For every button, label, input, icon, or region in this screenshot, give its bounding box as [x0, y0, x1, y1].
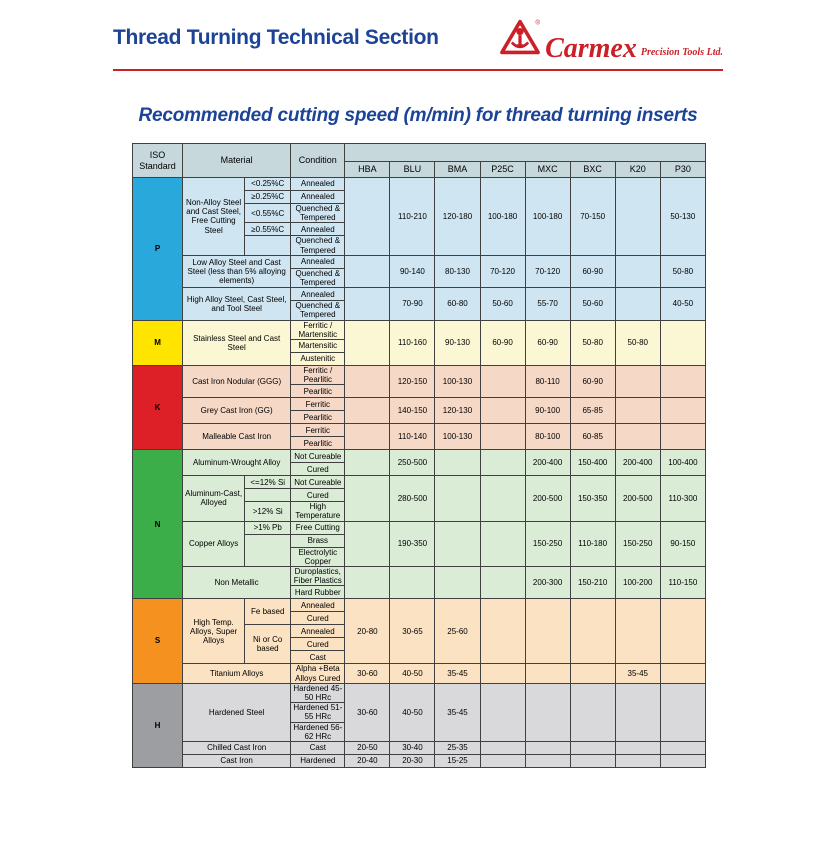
condition-cell: Not Cureable	[291, 476, 345, 489]
sub-material-cell: >12% Si	[245, 502, 291, 521]
condition-cell: Martensitic	[291, 339, 345, 352]
value-cell-bxc: 60-85	[570, 424, 615, 450]
value-cell-k20: 200-400	[615, 450, 660, 476]
value-cell-p30: 90-150	[660, 521, 705, 566]
value-cell-hba: 30-60	[345, 664, 390, 683]
value-cell-p25c: 100-180	[480, 178, 525, 256]
value-cell-bma: 120-130	[435, 398, 480, 424]
value-cell-p30	[660, 664, 705, 683]
value-cell-bma: 35-45	[435, 683, 480, 741]
value-cell-bxc	[570, 741, 615, 754]
value-cell-p30: 50-80	[660, 255, 705, 287]
material-cell: Titanium Alloys	[183, 664, 291, 683]
grade-header-p30: P30	[660, 162, 705, 178]
value-cell-p25c: 50-60	[480, 288, 525, 320]
material-cell: Hardened Steel	[183, 683, 291, 741]
condition-cell: Quenched & Tempered	[291, 236, 345, 255]
grade-header-p25c: P25C	[480, 162, 525, 178]
value-cell-hba	[345, 320, 390, 365]
value-cell-p25c	[480, 424, 525, 450]
condition-cell: Cured	[291, 612, 345, 625]
condition-cell: Cast	[291, 741, 345, 754]
material-cell: High Temp. Alloys, Super Alloys	[183, 599, 245, 664]
value-cell-p25c	[480, 664, 525, 683]
value-cell-bma	[435, 521, 480, 566]
condition-cell: Hardened	[291, 754, 345, 767]
grades-band-header	[345, 144, 706, 162]
value-cell-k20	[615, 424, 660, 450]
value-cell-bxc: 50-80	[570, 320, 615, 365]
grade-header-blu: BLU	[390, 162, 435, 178]
value-cell-k20	[615, 599, 660, 664]
grade-header-k20: K20	[615, 162, 660, 178]
condition-cell: Brass	[291, 534, 345, 547]
value-cell-hba	[345, 567, 390, 599]
value-cell-blu: 40-50	[390, 683, 435, 741]
value-cell-p25c: 60-90	[480, 320, 525, 365]
value-cell-p30	[660, 365, 705, 397]
registered-mark: ®	[535, 19, 541, 27]
value-cell-mxc: 55-70	[525, 288, 570, 320]
condition-cell: Electrolytic Copper	[291, 547, 345, 566]
value-cell-bxc	[570, 754, 615, 767]
condition-header: Condition	[291, 144, 345, 178]
value-cell-p25c	[480, 450, 525, 476]
value-cell-p30: 110-150	[660, 567, 705, 599]
brand-suffix: Precision Tools Ltd.	[640, 47, 723, 58]
sub-material-cell: <0.55%C	[245, 204, 291, 223]
page-title: Thread Turning Technical Section	[113, 26, 439, 49]
material-cell: Grey Cast Iron (GG)	[183, 398, 291, 424]
material-cell: Copper Alloys	[183, 521, 245, 566]
material-header: Material	[183, 144, 291, 178]
material-cell: Cast Iron Nodular (GGG)	[183, 365, 291, 397]
value-cell-bxc: 70-150	[570, 178, 615, 256]
condition-cell: Ferritic / Martensitic	[291, 320, 345, 339]
grade-header-mxc: MXC	[525, 162, 570, 178]
value-cell-blu	[390, 567, 435, 599]
sub-material-cell	[245, 236, 291, 255]
value-cell-bxc	[570, 599, 615, 664]
table-title: Recommended cutting speed (m/min) for thread turning inserts	[138, 105, 698, 126]
condition-cell: Ferritic	[291, 398, 345, 411]
value-cell-p30	[660, 424, 705, 450]
value-cell-p25c	[480, 398, 525, 424]
value-cell-hba	[345, 365, 390, 397]
value-cell-bma: 80-130	[435, 255, 480, 287]
material-cell: Aluminum-Cast, Alloyed	[183, 476, 245, 521]
value-cell-blu: 90-140	[390, 255, 435, 287]
value-cell-k20: 100-200	[615, 567, 660, 599]
value-cell-p25c	[480, 741, 525, 754]
page-header	[113, 18, 723, 71]
value-cell-k20: 150-250	[615, 521, 660, 566]
value-cell-k20	[615, 288, 660, 320]
table-header	[133, 144, 706, 178]
value-cell-mxc: 60-90	[525, 320, 570, 365]
value-cell-hba	[345, 476, 390, 521]
condition-cell: Quenched & Tempered	[291, 301, 345, 320]
condition-cell: Annealed	[291, 255, 345, 268]
material-cell: Non-Alloy Steel and Cast Steel, Free Cutting Steel	[183, 178, 245, 256]
value-cell-mxc: 200-300	[525, 567, 570, 599]
iso-section-p: P	[133, 178, 183, 321]
table-body	[133, 178, 706, 768]
value-cell-mxc: 90-100	[525, 398, 570, 424]
condition-cell: Duroplastics, Fiber Plastics	[291, 567, 345, 586]
value-cell-p25c	[480, 683, 525, 741]
value-cell-mxc: 100-180	[525, 178, 570, 256]
value-cell-blu: 30-65	[390, 599, 435, 664]
brand-name: Carmex	[545, 32, 637, 64]
condition-cell: Austenitic	[291, 352, 345, 365]
value-cell-p25c	[480, 754, 525, 767]
material-cell: Stainless Steel and Cast Steel	[183, 320, 291, 365]
value-cell-hba	[345, 424, 390, 450]
value-cell-blu: 110-210	[390, 178, 435, 256]
value-cell-k20	[615, 683, 660, 741]
value-cell-blu: 120-150	[390, 365, 435, 397]
condition-cell: Quenched & Tempered	[291, 204, 345, 223]
condition-cell: Cast	[291, 651, 345, 664]
value-cell-mxc	[525, 664, 570, 683]
condition-cell: Cured	[291, 489, 345, 502]
condition-cell: Quenched & Tempered	[291, 268, 345, 287]
value-cell-hba	[345, 178, 390, 256]
condition-cell: High Temperature	[291, 502, 345, 521]
value-cell-bma: 100-130	[435, 424, 480, 450]
value-cell-blu: 70-90	[390, 288, 435, 320]
material-cell: Aluminum-Wrought Alloy	[183, 450, 291, 476]
value-cell-bma: 60-80	[435, 288, 480, 320]
value-cell-mxc: 80-100	[525, 424, 570, 450]
speeds-table	[132, 143, 706, 768]
value-cell-p30	[660, 320, 705, 365]
condition-cell: Hardened 51-55 HRc	[291, 703, 345, 722]
value-cell-mxc	[525, 599, 570, 664]
value-cell-mxc: 150-250	[525, 521, 570, 566]
material-cell: Malleable Cast Iron	[183, 424, 291, 450]
value-cell-p30: 40-50	[660, 288, 705, 320]
value-cell-bxc: 60-90	[570, 255, 615, 287]
value-cell-k20	[615, 365, 660, 397]
value-cell-k20: 35-45	[615, 664, 660, 683]
value-cell-hba: 20-50	[345, 741, 390, 754]
value-cell-mxc	[525, 683, 570, 741]
value-cell-k20	[615, 255, 660, 287]
value-cell-bma: 15-25	[435, 754, 480, 767]
value-cell-p30: 110-300	[660, 476, 705, 521]
sub-material-cell: <0.25%C	[245, 178, 291, 191]
value-cell-bxc: 150-210	[570, 567, 615, 599]
value-cell-blu: 280-500	[390, 476, 435, 521]
value-cell-blu: 30-40	[390, 741, 435, 754]
value-cell-p25c	[480, 567, 525, 599]
value-cell-mxc: 200-500	[525, 476, 570, 521]
value-cell-hba	[345, 288, 390, 320]
value-cell-k20	[615, 754, 660, 767]
brand-logo	[499, 18, 723, 64]
value-cell-bma: 35-45	[435, 664, 480, 683]
condition-cell: Annealed	[291, 223, 345, 236]
condition-cell: Hardened 56-62 HRc	[291, 722, 345, 741]
value-cell-p25c	[480, 476, 525, 521]
value-cell-hba: 20-80	[345, 599, 390, 664]
iso-header: ISO Standard	[133, 144, 183, 178]
condition-cell: Alpha +Beta Alloys Cured	[291, 664, 345, 683]
value-cell-p30	[660, 599, 705, 664]
value-cell-blu: 140-150	[390, 398, 435, 424]
iso-section-h: H	[133, 683, 183, 767]
material-cell: Non Metallic	[183, 567, 291, 599]
grade-header-bma: BMA	[435, 162, 480, 178]
value-cell-bma: 25-35	[435, 741, 480, 754]
value-cell-bxc: 150-350	[570, 476, 615, 521]
condition-cell: Annealed	[291, 625, 345, 638]
sub-material-cell: ≥0.55%C	[245, 223, 291, 236]
condition-cell: Ferritic / Pearlitic	[291, 365, 345, 384]
iso-section-s: S	[133, 599, 183, 683]
value-cell-bxc: 60-90	[570, 365, 615, 397]
value-cell-hba: 30-60	[345, 683, 390, 741]
value-cell-blu: 110-160	[390, 320, 435, 365]
value-cell-bxc	[570, 664, 615, 683]
sub-material-cell: Fe based	[245, 599, 291, 625]
value-cell-p30	[660, 754, 705, 767]
value-cell-bxc	[570, 683, 615, 741]
value-cell-k20: 200-500	[615, 476, 660, 521]
sub-material-cell	[245, 534, 291, 566]
value-cell-p30: 100-400	[660, 450, 705, 476]
value-cell-bma: 100-130	[435, 365, 480, 397]
value-cell-p30	[660, 741, 705, 754]
sub-material-cell: Ni or Co based	[245, 625, 291, 664]
sub-material-cell: ≥0.25%C	[245, 191, 291, 204]
iso-section-k: K	[133, 365, 183, 449]
iso-section-n: N	[133, 450, 183, 599]
value-cell-blu: 190-350	[390, 521, 435, 566]
condition-cell: Free Cutting	[291, 521, 345, 534]
value-cell-bxc: 150-400	[570, 450, 615, 476]
value-cell-bma: 25-60	[435, 599, 480, 664]
value-cell-mxc: 80-110	[525, 365, 570, 397]
material-cell: High Alloy Steel, Cast Steel, and Tool Steel	[183, 288, 291, 320]
value-cell-k20: 50-80	[615, 320, 660, 365]
value-cell-p25c	[480, 365, 525, 397]
value-cell-p25c: 70-120	[480, 255, 525, 287]
condition-cell: Cured	[291, 463, 345, 476]
value-cell-k20	[615, 398, 660, 424]
material-cell: Low Alloy Steel and Cast Steel (less than 5% alloying elements)	[183, 255, 291, 287]
value-cell-bxc: 65-85	[570, 398, 615, 424]
value-cell-blu: 20-30	[390, 754, 435, 767]
value-cell-p25c	[480, 599, 525, 664]
value-cell-bma	[435, 450, 480, 476]
value-cell-p30: 50-130	[660, 178, 705, 256]
condition-cell: Annealed	[291, 191, 345, 204]
value-cell-hba	[345, 521, 390, 566]
condition-cell: Pearlitic	[291, 385, 345, 398]
condition-cell: Annealed	[291, 288, 345, 301]
value-cell-bxc: 50-60	[570, 288, 615, 320]
value-cell-p25c	[480, 521, 525, 566]
value-cell-mxc: 70-120	[525, 255, 570, 287]
value-cell-bxc: 110-180	[570, 521, 615, 566]
value-cell-hba	[345, 450, 390, 476]
sub-material-cell: >1% Pb	[245, 521, 291, 534]
value-cell-bma: 90-130	[435, 320, 480, 365]
value-cell-bma	[435, 567, 480, 599]
value-cell-bma: 120-180	[435, 178, 480, 256]
value-cell-k20	[615, 178, 660, 256]
grade-header-hba: HBA	[345, 162, 390, 178]
value-cell-k20	[615, 741, 660, 754]
condition-cell: Pearlitic	[291, 437, 345, 450]
value-cell-blu: 40-50	[390, 664, 435, 683]
value-cell-hba	[345, 255, 390, 287]
value-cell-bma	[435, 476, 480, 521]
value-cell-blu: 110-140	[390, 424, 435, 450]
value-cell-p30	[660, 683, 705, 741]
sub-material-cell: <=12% Si	[245, 476, 291, 489]
condition-cell: Hard Rubber	[291, 586, 345, 599]
condition-cell: Hardened 45-50 HRc	[291, 683, 345, 702]
condition-cell: Ferritic	[291, 424, 345, 437]
value-cell-p30	[660, 398, 705, 424]
grade-header-bxc: BXC	[570, 162, 615, 178]
condition-cell: Not Cureable	[291, 450, 345, 463]
iso-section-m: M	[133, 320, 183, 365]
material-cell: Chilled Cast Iron	[183, 741, 291, 754]
value-cell-blu: 250-500	[390, 450, 435, 476]
condition-cell: Pearlitic	[291, 411, 345, 424]
condition-cell: Annealed	[291, 599, 345, 612]
carmex-triangle-icon	[499, 18, 541, 61]
value-cell-mxc	[525, 741, 570, 754]
value-cell-mxc	[525, 754, 570, 767]
condition-cell: Cured	[291, 638, 345, 651]
value-cell-mxc: 200-400	[525, 450, 570, 476]
sub-material-cell	[245, 489, 291, 502]
condition-cell: Annealed	[291, 178, 345, 191]
value-cell-hba: 20-40	[345, 754, 390, 767]
material-cell: Cast Iron	[183, 754, 291, 767]
value-cell-hba	[345, 398, 390, 424]
